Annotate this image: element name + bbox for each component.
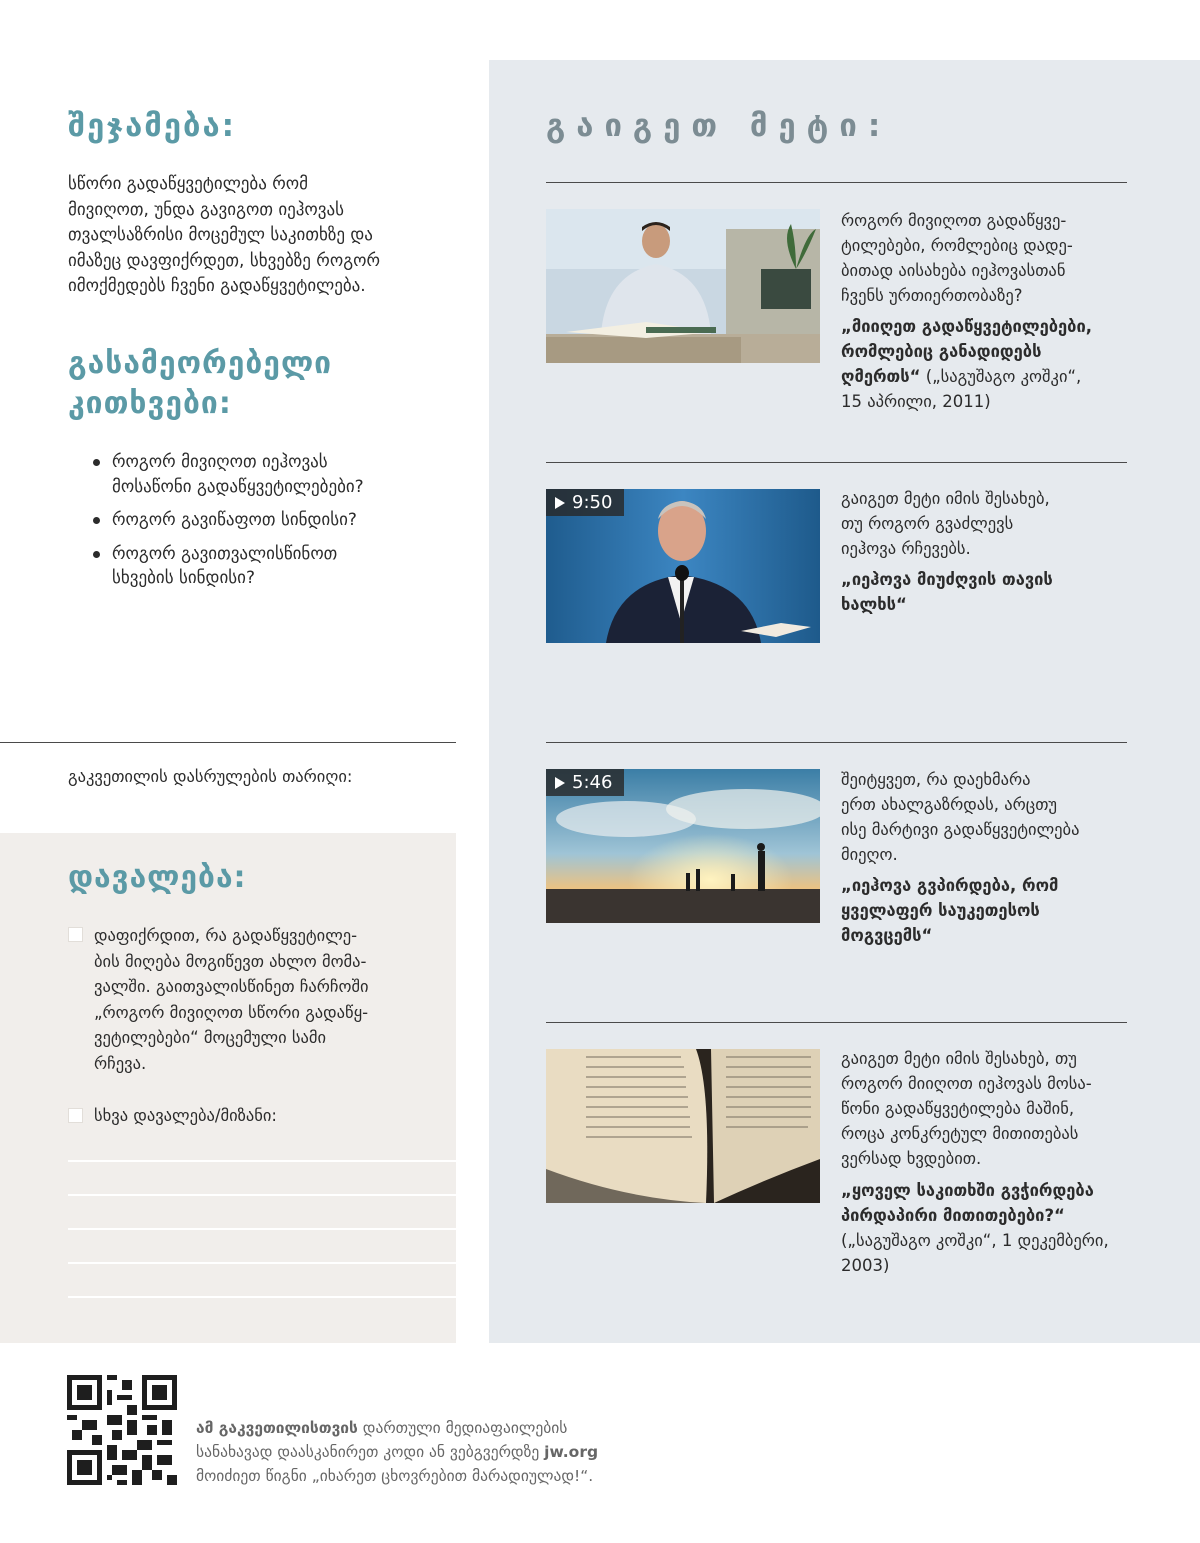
media-title-link[interactable]: [841, 873, 1131, 948]
footer-line-1-bold: ამ გაკვეთილისთვის: [196, 1419, 358, 1437]
media-title[interactable]: „მიიღეთ გადაწყვეტილებები, რომლებიც განადიდებს ღმერთს“: [841, 317, 1093, 386]
summary-heading: შეჯამება:: [68, 108, 237, 144]
assignment-heading: დავალება:: [68, 860, 247, 895]
divider: [546, 182, 1127, 183]
writing-line[interactable]: [68, 1160, 456, 1162]
media-source: („საგუშაგო კოშკი“, 15 აპრილი, 2011): [841, 367, 1082, 411]
footer-line-1: დართული მედიაფაილების: [357, 1419, 568, 1437]
review-question: [90, 508, 450, 533]
other-goal-checkbox[interactable]: [68, 1108, 83, 1123]
media-title-link[interactable]: [841, 314, 1131, 414]
man-studying-image: [546, 209, 820, 363]
media-description: შეიტყვეთ, რა დაეხმარა ერთ ახალგაზრდას, არცთუ ისე მარტივი გადაწყვეტილება მიეღო.: [841, 770, 1080, 864]
divider: [546, 1022, 1127, 1023]
divider: [546, 742, 1127, 743]
bullet-icon: [93, 459, 100, 466]
video-duration-badge: [546, 489, 624, 516]
media-title[interactable]: „იეჰოვა მიუძღვის თავის ხალხს“: [841, 570, 1053, 614]
divider: [0, 742, 456, 743]
review-question-text: როგორ მივიღოთ იეჰოვას მოსაწონი გადაწყვეტილებები?: [112, 452, 364, 497]
assignment-item-2: სხვა დავალება/მიზანი:: [94, 1106, 277, 1125]
duration-text: 5:46: [572, 772, 613, 793]
thumbnail-open-bible[interactable]: [546, 1049, 820, 1203]
media-description: გაიგეთ მეტი იმის შესახებ, თუ როგორ მიიღოთ იეჰოვას მოსა- წონი გადაწყვეტილება მაშინ, როცა კონკრეტულ მითითებას ვერსად ხვდებით.: [841, 1049, 1092, 1168]
footer-line-3: მოიძიეთ წიგნი „იხარეთ ცხოვრებით მარადიულად!“.: [196, 1467, 594, 1485]
review-question-text: როგორ გავიწაფოთ სინდისი?: [112, 510, 357, 530]
completion-date-label[interactable]: გაკვეთილის დასრულების თარიღი:: [68, 767, 353, 786]
media-description: როგორ მივიღოთ გადაწყვე- ტილებები, რომლებიც დადე- ბითად აისახება იეჰოვასთან ჩვენს ურთიერთობაზე?: [841, 211, 1073, 305]
learn-more-heading: გაიგეთ მეტი:: [546, 108, 892, 144]
writing-line[interactable]: [68, 1228, 456, 1230]
play-icon: [555, 777, 565, 789]
media-title-link[interactable]: [841, 1178, 1131, 1278]
divider: [546, 462, 1127, 463]
writing-line[interactable]: [68, 1262, 456, 1264]
writing-line[interactable]: [68, 1194, 456, 1196]
media-description: გაიგეთ მეტი იმის შესახებ, თუ როგორ გვაძლევს იეჰოვა რჩევებს.: [841, 489, 1050, 558]
footer-text: [196, 1416, 598, 1488]
bullet-icon: [93, 551, 100, 558]
duration-text: 9:50: [572, 492, 613, 513]
play-icon: [555, 497, 565, 509]
review-question: [90, 450, 450, 499]
review-questions-list: [90, 450, 450, 600]
media-title[interactable]: „იეჰოვა გვპირდება, რომ ყველაფერ საუკეთესოს მოგვცემს“: [841, 876, 1059, 945]
review-question: [90, 542, 450, 591]
assignment-box: [0, 833, 456, 1343]
media-source: („საგუშაგო კოშკი“, 1 დეკემბერი, 2003): [841, 1231, 1109, 1275]
bullet-icon: [93, 517, 100, 524]
thumbnail-man-studying[interactable]: [546, 209, 820, 363]
assignment-item-1: დაფიქრდით, რა გადაწყვეტილე- ბის მიღება მოგიწევთ ახლო მომა- ვალში. გაითვალისწინეთ ჩარჩოში „როგორ მივიღოთ სწორი გადაწყ- ვეტილებები“ მოცემული სამი რჩევა.: [94, 926, 369, 1073]
video-duration-badge: [546, 769, 624, 796]
media-title[interactable]: „ყოველ საკითხში გვჭირდება პირდაპირი მითითებები?“: [841, 1181, 1094, 1225]
open-bible-image: [546, 1049, 820, 1203]
thumbnail-sunset[interactable]: [546, 769, 820, 923]
qr-code-graphic: [67, 1375, 177, 1485]
assignment-checkbox[interactable]: [68, 927, 83, 942]
review-heading: გასამეორებელი კითხვები:: [68, 346, 333, 421]
website-link[interactable]: jw.org: [544, 1443, 599, 1461]
qr-code-icon[interactable]: [67, 1375, 177, 1485]
footer-line-2: სანახავად დაასკანირეთ კოდი ან ვებგვერდზე: [196, 1443, 545, 1461]
summary-text: სწორი გადაწყვეტილება რომ მივიღოთ, უნდა გავიგოთ იეჰოვას თვალსაზრისი მოცემულ საკითხზე და იმაზეც დავფიქრდეთ, სხვებზე როგორ იმოქმედებს ჩვენი გადაწყვეტილება.: [68, 174, 380, 296]
media-title-link[interactable]: [841, 567, 1131, 617]
writing-line[interactable]: [68, 1296, 456, 1298]
review-question-text: როგორ გავითვალისწინოთ სხვების სინდისი?: [112, 543, 338, 588]
thumbnail-speaker[interactable]: [546, 489, 820, 643]
